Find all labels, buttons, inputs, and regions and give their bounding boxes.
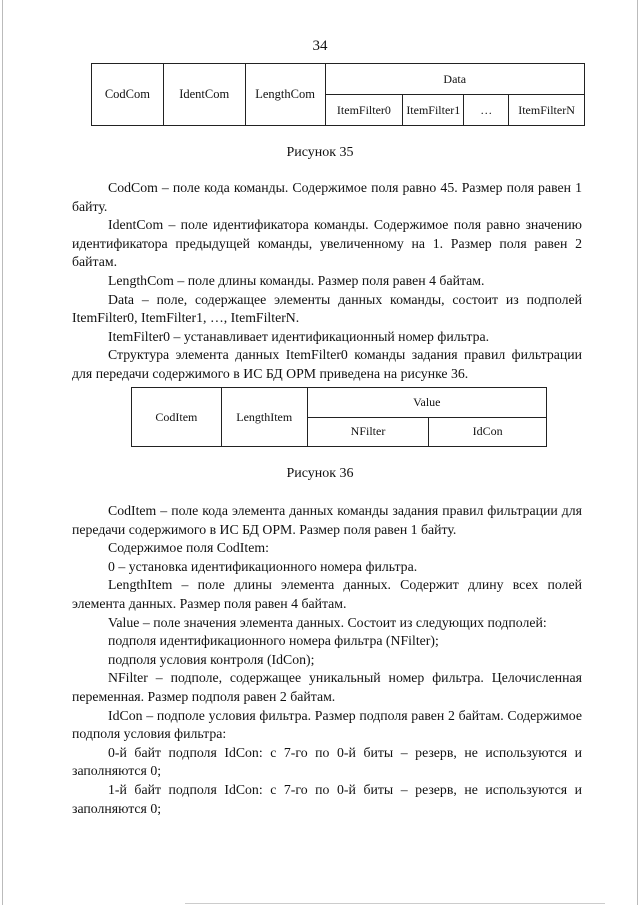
header-identcom: IdentCom xyxy=(163,64,245,126)
header-value: Value xyxy=(307,388,546,418)
paragraph: 0-й байт подполя IdCon: с 7-го по 0-й биты – резерв, не используются и заполняются 0; xyxy=(72,744,582,779)
figure-caption-35: Рисунок 35 xyxy=(286,145,354,160)
header-data: Data xyxy=(325,64,585,95)
header-ellipsis: … xyxy=(464,95,509,126)
command-structure-table xyxy=(91,63,585,126)
text-block-2 xyxy=(72,502,582,818)
header-lengthcom: LengthCom xyxy=(245,64,325,126)
paragraph: подполя идентификационного номера фильтра (NFilter); xyxy=(108,633,439,649)
paragraph: CodItem – поле кода элемента данных команды задания правил фильтрации для передачи содержимого в ИС БД ОРМ. Размер поля равен 1 байту. xyxy=(72,503,582,537)
header-itemfilter1: ItemFilter1 xyxy=(403,95,464,126)
paragraph: IdCon – подполе условия фильтра. Размер подполя равен 2 байтам. Содержимое подполя условия фильтра: xyxy=(72,707,582,742)
header-idcon: IdCon xyxy=(429,417,547,447)
item-structure-table xyxy=(131,387,547,447)
text-block-1 xyxy=(72,179,582,384)
paragraph: IdentCom – поле идентификатора команды. Содержимое поля равно значению идентификатора предыдущей команды, увеличенному на 1. Размер поля равен 2 байтам. xyxy=(72,217,582,270)
header-itemfilter0: ItemFilter0 xyxy=(325,95,403,126)
page-edge-right xyxy=(637,0,638,905)
header-itemfilterN: ItemFilterN xyxy=(509,95,585,126)
scan-artifact-line xyxy=(185,903,605,904)
paragraph: 0 – установка идентификационного номера фильтра. xyxy=(108,558,418,574)
header-lengthitem: LengthItem xyxy=(221,388,307,447)
header-codcom: CodCom xyxy=(92,64,164,126)
paragraph: NFilter – подполе, содержащее уникальный номер фильтра. Целочисленная переменная. Размер подполя равен 2 байтам. xyxy=(72,670,582,704)
page-number: 34 xyxy=(312,38,328,54)
paragraph: Содержимое поля CodItem: xyxy=(108,540,269,556)
paragraph: LengthCom – поле длины команды. Размер поля равен 4 байтам. xyxy=(108,272,485,288)
paragraph: ItemFilter0 – устанавливает идентификационный номер фильтра. xyxy=(108,328,490,344)
paragraph: Value – поле значения элемента данных. Состоит из следующих подполей: xyxy=(108,614,547,630)
paragraph: Структура элемента данных ItemFilter0 команды задания правил фильтрации для передачи содержимого в ИС БД ОРМ приведена на рисунке 36. xyxy=(72,347,582,381)
paragraph: CodCom – поле кода команды. Содержимое поля равно 45. Размер поля равен 1 байту. xyxy=(72,180,582,214)
paragraph: подполя условия контроля (IdCon); xyxy=(108,651,315,667)
paragraph: LengthItem – поле длины элемента данных. Содержит длину всех полей элемента данных. Размер поля равен 4 байтам. xyxy=(72,577,582,611)
paragraph: Data – поле, содержащее элементы данных команды, состоит из подполей ItemFilter0, ItemFilter1, …, ItemFilterN. xyxy=(72,291,582,326)
header-coditem: CodItem xyxy=(132,388,222,447)
paragraph: 1-й байт подполя IdCon: с 7-го по 0-й биты – резерв, не используются и заполняются 0; xyxy=(72,781,582,816)
page-edge-left xyxy=(2,0,3,905)
figure-caption-36: Рисунок 36 xyxy=(286,466,354,481)
header-nfilter: NFilter xyxy=(307,417,429,447)
